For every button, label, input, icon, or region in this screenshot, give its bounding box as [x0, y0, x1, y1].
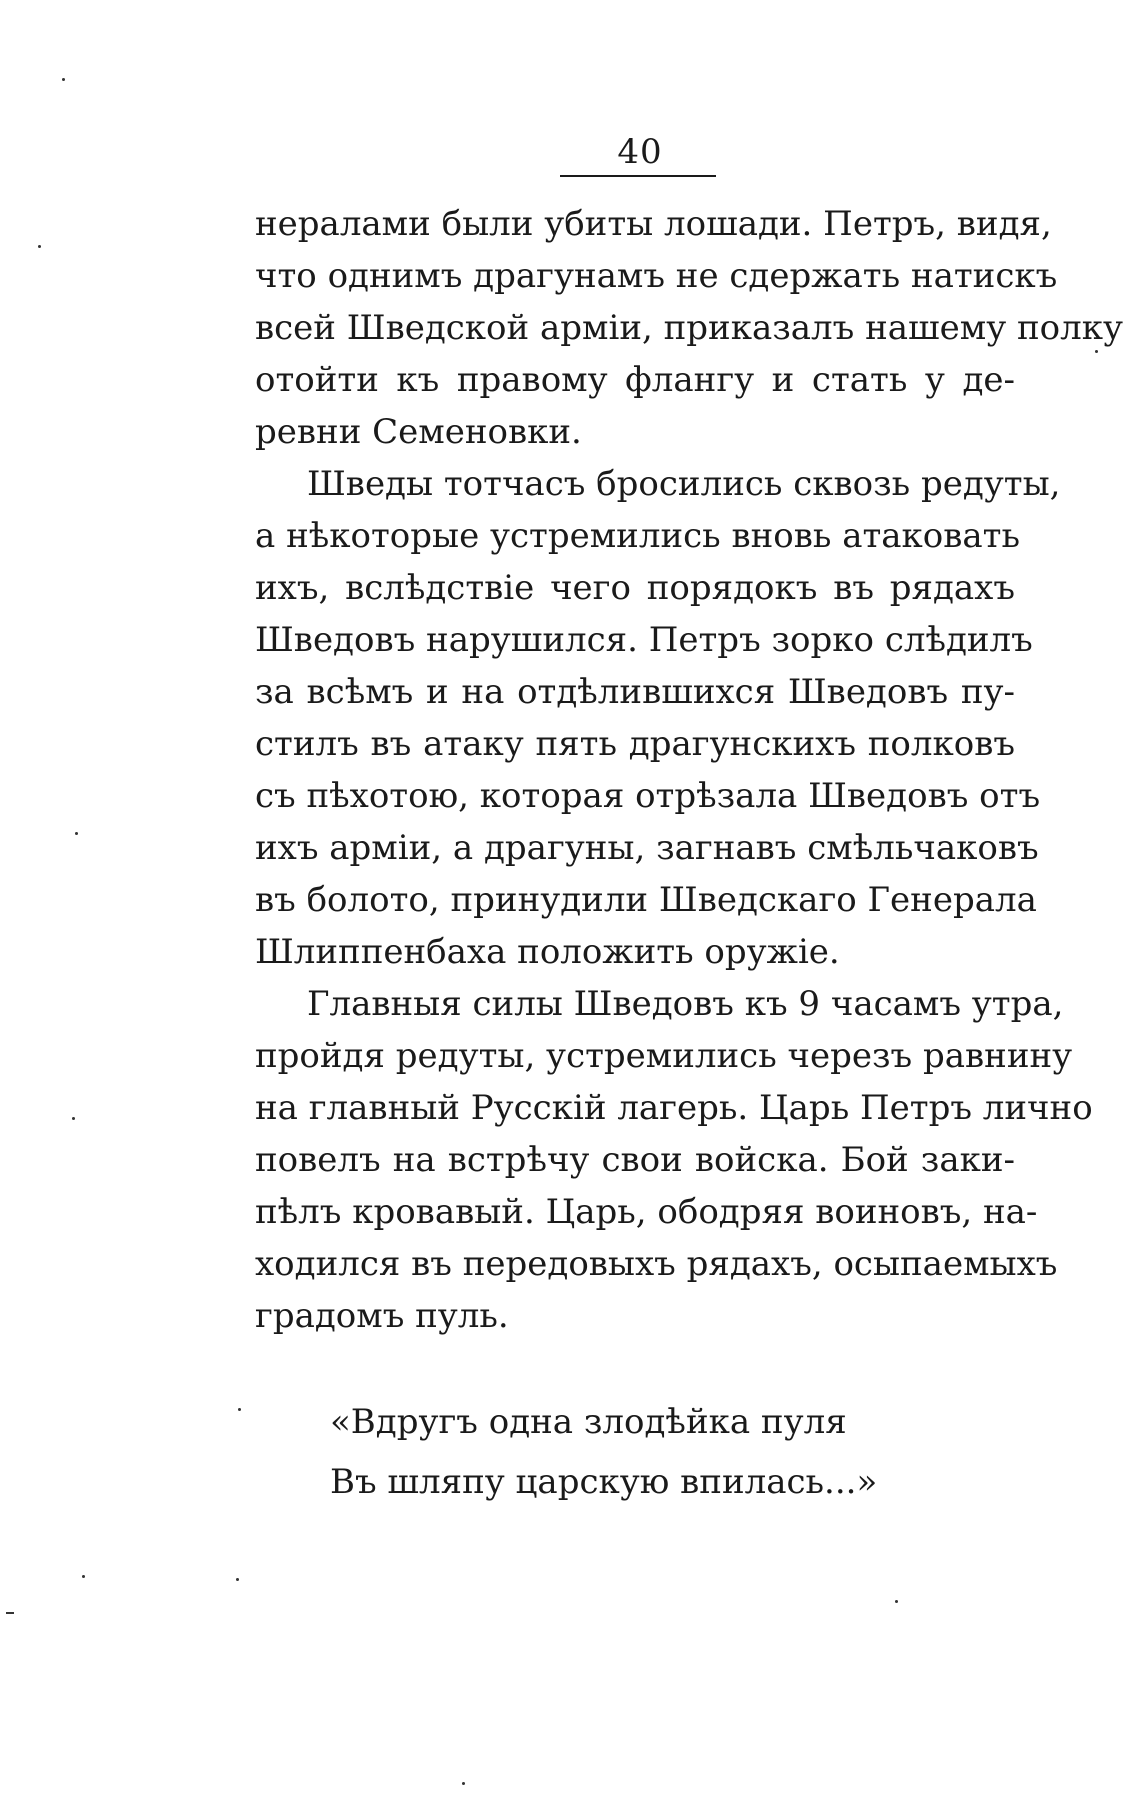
scan-speck [1095, 350, 1098, 353]
text-line: ихъ, вслѣдствіе чего порядокъ въ рядахъ [255, 568, 1015, 608]
scan-speck [75, 832, 78, 835]
text-line: отойти къ правому флангу и стать у де- [255, 360, 1015, 400]
scan-speck [82, 1575, 85, 1578]
text-line: ихъ арміи, а драгуны, загнавъ смѣльчаковъ [255, 828, 1039, 868]
text-line: пройдя редуты, устремились черезъ равнину [255, 1036, 1073, 1076]
verse-line: Въ шляпу царскую впилась...» [330, 1462, 878, 1502]
text-line: въ болото, принудили Шведскаго Генерала [255, 880, 1037, 920]
paragraph-3 [255, 978, 1093, 1342]
text-line: градомъ пуль. [255, 1296, 509, 1336]
text-line: пѣлъ кровавый. Царь, ободряя воиновъ, на- [255, 1192, 1038, 1232]
text-line: ходился въ передовыхъ рядахъ, осыпаемыхъ [255, 1244, 1058, 1284]
scan-speck [38, 245, 41, 248]
text-line: нералами были убиты лошади. Петръ, видя, [255, 204, 1052, 244]
scan-speck [462, 1782, 465, 1785]
scan-speck [236, 1578, 239, 1581]
text-line: Главныя силы Шведовъ къ 9 часамъ утра, [307, 984, 1064, 1024]
scan-speck [895, 1600, 898, 1603]
text-line: повелъ на встрѣчу свои войска. Бой заки- [255, 1140, 1015, 1180]
verse-line: «Вдругъ одна злодѣйка пуля [330, 1402, 847, 1442]
text-line: Шведы тотчасъ бросились сквозь редуты, [307, 464, 1061, 504]
text-line: съ пѣхотою, которая отрѣзала Шведовъ отъ [255, 776, 1041, 816]
text-line: ревни Семеновки. [255, 412, 582, 452]
scan-speck [6, 1612, 14, 1614]
verse-quote [330, 1392, 877, 1512]
page-number-rule [560, 175, 716, 177]
text-line: Шлиппенбаха положить оружіе. [255, 932, 840, 972]
scan-speck [238, 1408, 241, 1411]
scan-speck [72, 1117, 75, 1120]
text-line: Шведовъ нарушился. Петръ зорко слѣдилъ [255, 620, 1033, 660]
text-line: всей Шведской арміи, приказалъ нашему полку [255, 308, 1123, 348]
text-line: что однимъ драгунамъ не сдержать натискъ [255, 256, 1058, 296]
text-line: а нѣкоторые устремились вновь атаковать [255, 516, 1020, 556]
paragraph-1 [255, 198, 1123, 458]
paragraph-2 [255, 458, 1061, 978]
page-number: 40 [617, 132, 663, 172]
text-line: за всѣмъ и на отдѣлившихся Шведовъ пу- [255, 672, 1015, 712]
body-text [255, 198, 1123, 1342]
text-line: стилъ въ атаку пять драгунскихъ полковъ [255, 724, 1015, 764]
text-line: на главный Русскій лагерь. Царь Петръ лично [255, 1088, 1093, 1128]
scan-speck [62, 78, 65, 81]
